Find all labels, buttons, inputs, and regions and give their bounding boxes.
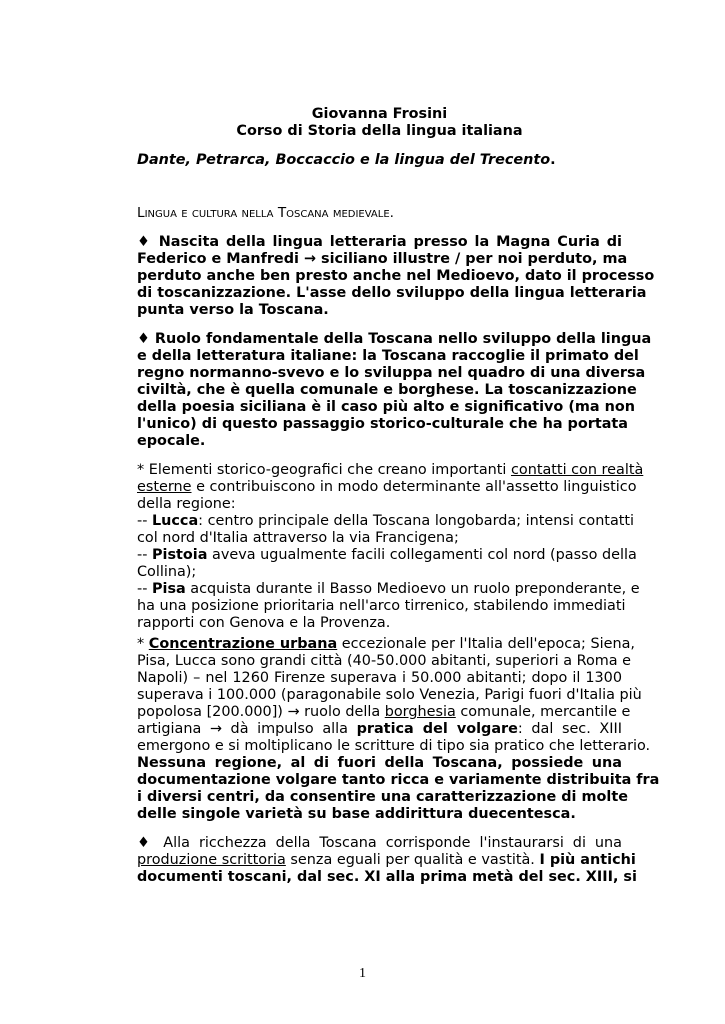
paragraph-line	[137, 581, 640, 598]
text-run: comunale, mercantile e	[455, 704, 631, 720]
paragraph-line: perduto anche ben presto anche nel Medioevo, dato il processo	[137, 268, 655, 284]
paragraph-line: epocale.	[137, 433, 206, 449]
text-run: senza eguali per qualità e vastità.	[285, 852, 540, 868]
underlined-bold-term: Concentrazione urbana	[148, 636, 338, 652]
text-run: --	[137, 513, 152, 529]
paragraph-line: della regione:	[137, 496, 236, 512]
city-name-pistoia: Pistoia	[151, 547, 208, 563]
paragraph-line: ♦ Ruolo fondamentale della Toscana nello sviluppo della lingua	[137, 331, 652, 347]
paragraph-concentrazione-urbana	[137, 636, 660, 823]
underlined-term: esterne	[137, 479, 192, 495]
text-run: aveva ugualmente facili collegamenti col nord (passo della	[207, 547, 637, 563]
lecture-title-period: .	[550, 152, 556, 168]
paragraph-line	[137, 513, 635, 530]
text-run: acquista durante il Basso Medioevo un ruolo preponderante, e	[185, 581, 640, 597]
paragraph-line: ha una posizione prioritaria nell'arco tirrenico, stabilendo immediati	[137, 598, 626, 614]
paragraph-line: rapporti con Genova e la Provenza.	[137, 615, 391, 631]
paragraph-line	[137, 479, 637, 496]
section-heading: Lingua e cultura nella Toscana medievale.	[137, 205, 394, 221]
paragraph-line: e della letteratura italiane: la Toscana raccoglie il primato del	[137, 348, 639, 364]
paragraph-line: Nessuna regione, al di fuori della Toscana, possiede una	[137, 755, 622, 771]
course-title: Corso di Storia della lingua italiana	[236, 123, 523, 139]
paragraph-line: Federico e Manfredi → siciliano illustre / per noi perduto, ma	[137, 251, 628, 267]
paragraph-line: Napoli) – nel 1260 Firenze superava i 50.000 abitanti; dopo il 1300	[137, 670, 622, 686]
underlined-term: contatti con realtà	[510, 462, 644, 478]
paragraph-line: regno normanno-svevo e lo sviluppa nel quadro di una diversa	[137, 365, 646, 381]
paragraph-line: documenti toscani, dal sec. XI alla prima metà del sec. XIII, si	[137, 869, 637, 885]
paragraph-line: civiltà, che è quella comunale e borghese. La toscanizzazione	[137, 382, 637, 398]
bold-term: pratica del volgare	[356, 721, 518, 737]
paragraph-line	[137, 636, 635, 653]
paragraph-line: documentazione volgare tanto ricca e variamente distribuita fra	[137, 772, 660, 788]
text-run: e contribuiscono in modo determinante all'assetto linguistico	[191, 479, 637, 495]
lecture-title-text: Dante, Petrarca, Boccaccio e la lingua del Trecento	[137, 152, 551, 168]
text-run: * Elementi storico-geografici che creano importanti	[137, 462, 511, 478]
paragraph-line: ♦ Nascita della lingua letteraria presso la Magna Curia di	[137, 234, 622, 250]
bold-term: I più antichi	[539, 852, 636, 868]
lecture-title	[137, 152, 622, 169]
paragraph-line: i diversi centri, da consentire una caratterizzazione di molte	[137, 789, 628, 805]
text-run: --	[137, 581, 152, 597]
paragraph-line	[137, 547, 637, 564]
paragraph-line: emergono e si moltiplicano le scritture di tipo sia pratico che letterario.	[137, 738, 651, 754]
text-run: : dal sec. XIII	[517, 721, 623, 737]
paragraph-line: di toscanizzazione. L'asse dello sviluppo della lingua letteraria	[137, 285, 647, 301]
paragraph-line: punta verso la Toscana.	[137, 302, 329, 318]
page-number: 1	[359, 966, 366, 981]
city-name-lucca: Lucca	[151, 513, 199, 529]
text-run: *	[137, 636, 149, 652]
underlined-term: produzione scrittoria	[137, 852, 286, 868]
paragraph-line: Pisa, Lucca sono grandi città (40-50.000 abitanti, superiori a Roma e	[137, 653, 632, 669]
underlined-term: borghesia	[384, 704, 456, 720]
text-run: popolosa [200.000]) → ruolo della	[137, 704, 385, 720]
text-run: : centro principale della Toscana longobarda; intensi contatti	[198, 513, 635, 529]
city-name-pisa: Pisa	[151, 581, 186, 597]
paragraph-line	[137, 704, 631, 721]
text-run: eccezionale per l'Italia dell'epoca; Siena,	[337, 636, 635, 652]
paragraph-line: superava i 100.000 (paragonabile solo Venezia, Parigi fuori d'Italia più	[137, 687, 642, 703]
text-run: artigiana → dà impulso alla	[137, 721, 357, 737]
paragraph-line: della poesia siciliana è il caso più alto e significativo (ma non	[137, 399, 635, 415]
paragraph-line	[137, 721, 622, 738]
paragraph-line: Collina);	[137, 564, 197, 580]
paragraph-line: ♦ Alla ricchezza della Toscana corrisponde l'instaurarsi di una	[137, 835, 622, 851]
paragraph-magna-curia	[137, 234, 655, 319]
paragraph-line: col nord d'Italia attraverso la via Francigena;	[137, 530, 459, 546]
text-run: --	[137, 547, 152, 563]
paragraph-line	[137, 462, 644, 479]
paragraph-line: delle singole varietà su base addirittura duecentesca.	[137, 806, 576, 822]
author-name: Giovanna Frosini	[311, 106, 448, 122]
document-header	[137, 106, 622, 140]
paragraph-ruolo-toscana	[137, 331, 652, 450]
paragraph-line: l'unico) di questo passaggio storico-culturale che ha portata	[137, 416, 629, 432]
paragraph-elementi-storico-geografici	[137, 462, 644, 632]
paragraph-line	[137, 852, 636, 869]
paragraph-produzione-scrittoria	[137, 835, 637, 886]
